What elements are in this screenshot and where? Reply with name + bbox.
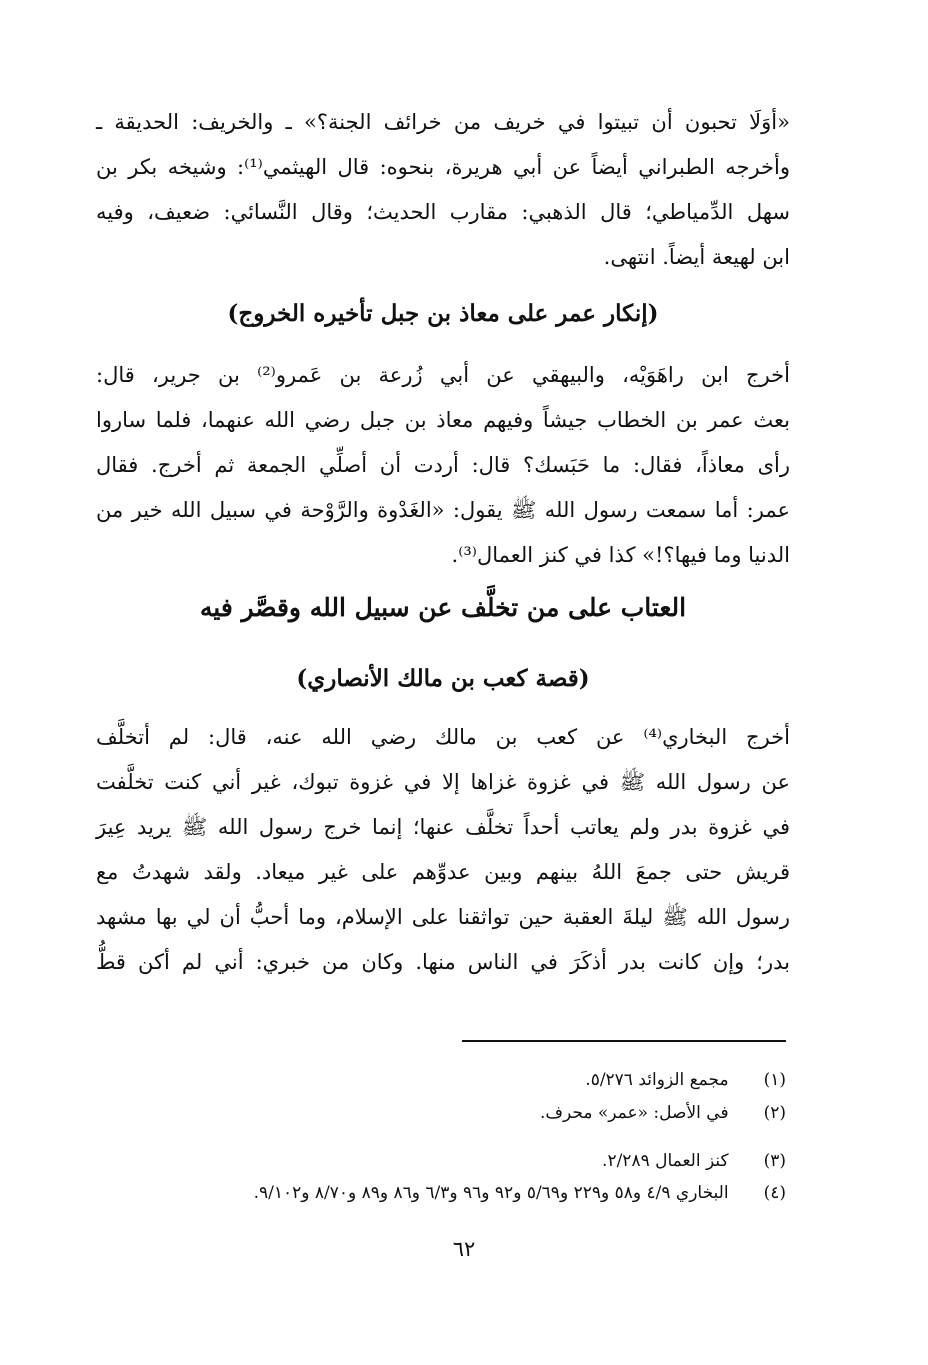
footnote-number: (٢) [763, 1103, 786, 1123]
text-line: «أوَلَا تحبون أن تبيتوا في خريف من خرائف الجنة؟» ـ والخريف: الحديقة ـ [96, 110, 790, 134]
footnote-text: في الأصل: «عمر» محرف. [539, 1103, 729, 1123]
paragraph-1 [96, 100, 790, 280]
footnote-3 [110, 1149, 786, 1173]
footnote-4 [110, 1181, 786, 1205]
footnote-text: مجمع الزوائد ٥/٢٧٦. [585, 1070, 729, 1090]
text-line: في غزوة بدر ولم يعاتب أحداً تخلَّف عنها؛ إنما خرج رسول الله ﷺ يريد عِيرَ [96, 815, 790, 839]
paragraph-2 [96, 353, 790, 578]
text-line: أخرج ابن راهَوَيْه، والبيهقي عن أبي زُرعة بن عَمرو⁽²⁾ بن جرير، قال: [96, 363, 790, 387]
text-line: قريش حتى جمعَ اللهُ بينهم وبين عدوِّهم على غير ميعاد. ولقد شهدتُ مع [96, 860, 790, 884]
footnote-number: (٤) [763, 1183, 786, 1203]
text-line: الدنيا وما فيها؟!» كذا في كنز العمال⁽³⁾. [451, 543, 790, 567]
text-line: رسول الله ﷺ ليلةَ العقبة حين تواثقنا على الإسلام، وما أحبُّ أن لي بها مشهد [96, 905, 790, 929]
footnote-text: كنز العمال ٢/٢٨٩. [602, 1151, 729, 1171]
footnote-1 [110, 1068, 786, 1092]
section-heading-2: (قصة كعب بن مالك الأنصاري) [296, 665, 590, 692]
text-line: رأى معاذاً، فقال: ما حَبَسك؟ قال: أردت أن أصلِّي الجمعة ثم أخرج. فقال [96, 453, 790, 477]
text-line: عمر: أما سمعت رسول الله ﷺ يقول: «الغَدْوة والرَّوْحة في سبيل الله خير من [96, 498, 790, 522]
text-line: بدر؛ وإن كانت بدر أذكَرَ في الناس منها. وكان من خبري: أني لم أكن قطُّ [96, 950, 790, 974]
section-heading-1: (إنكار عمر على معاذ بن جبل تأخيره الخروج) [227, 300, 659, 327]
text-line: بعث عمر بن الخطاب جيشاً وفيهم معاذ بن جبل رضي الله عنهما، فلما ساروا [96, 408, 790, 432]
text-line: أخرج البخاري⁽⁴⁾ عن كعب بن مالك رضي الله عنه، قال: لم أتخلَّف [96, 725, 790, 749]
text-line: ابن لهيعة أيضاً. انتهى. [603, 245, 790, 269]
text-line: سهل الدِّمياطي؛ قال الذهبي: مقارب الحديث؛ وقال النَّسائي: ضعيف، وفيه [96, 200, 790, 224]
footnote-2 [110, 1101, 786, 1125]
chapter-heading: العتاب على من تخلَّف عن سبيل الله وقصَّر فيه [199, 593, 687, 622]
footnote-divider [462, 1040, 786, 1042]
page-number: ٦٢ [452, 1237, 476, 1261]
footnote-text: البخاري ٤/٩ و٥٨ و٢٢٩ و٥/٦٩ و٩٢ و٩٦ و٦/٣ و٨٦ و٨٩ و٨/٧٠ و٩/١٠٢. [253, 1183, 729, 1203]
paragraph-3 [96, 715, 790, 985]
text-line: عن رسول الله ﷺ في غزوة غزاها إلا في غزوة تبوك، غير أني كنت تخلَّفت [96, 770, 790, 794]
text-line: وأخرجه الطبراني أيضاً عن أبي هريرة، بنحوه: قال الهيثمي⁽¹⁾: وشيخه بكر بن [96, 155, 790, 179]
footnote-number: (١) [763, 1070, 786, 1090]
footnote-number: (٣) [763, 1151, 786, 1171]
